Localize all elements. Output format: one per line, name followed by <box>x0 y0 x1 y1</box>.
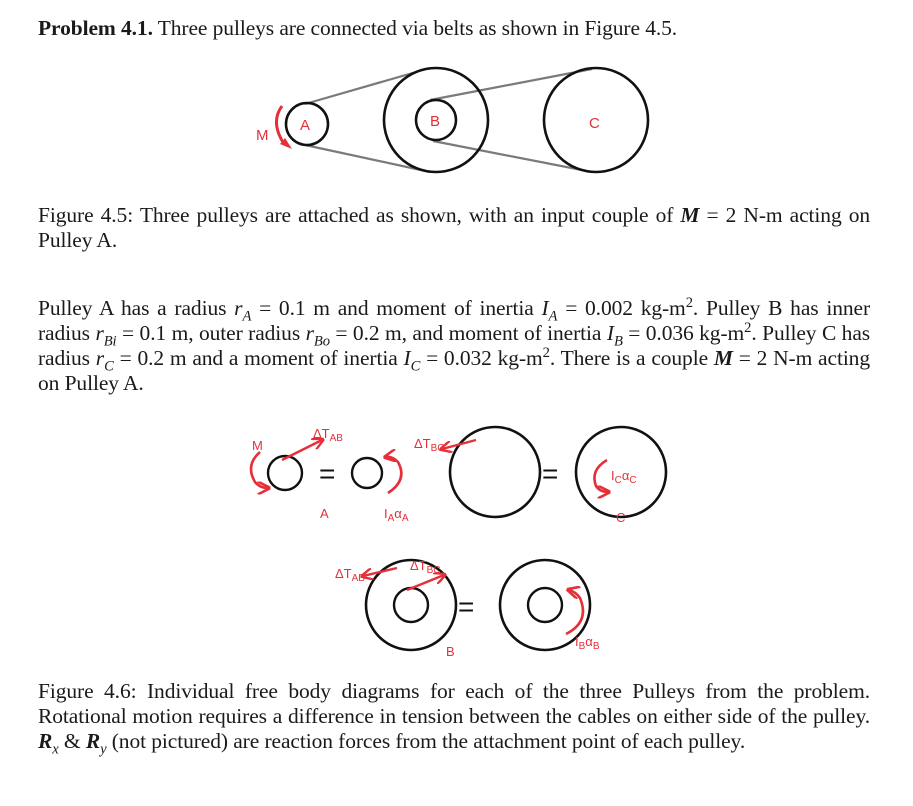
fbd-b-tension-ab-label: $\Delta T_{AB}$ <box>335 566 365 584</box>
moment-arrow-icon <box>251 452 268 488</box>
tension-bc-arrow-icon <box>407 575 444 590</box>
fbd-a-name-label: A <box>320 506 329 521</box>
pulley-a-label: A <box>300 117 311 134</box>
inertia-c-arrow-icon <box>594 460 608 492</box>
fbd-a-equals: = <box>319 458 336 489</box>
fbd-b-outer-left <box>366 560 456 650</box>
tension-bc-arrow-icon <box>442 440 476 449</box>
belt-lines <box>305 68 592 172</box>
figure-4-5-caption: Figure 4.5: Three pulleys are attached as shown, with an input couple of M = 2 N-m acting on Pulley A. <box>38 203 870 252</box>
figure-4-6-free-body-diagrams <box>230 410 700 660</box>
fbd-b-name-label: B <box>446 644 455 659</box>
inertia-b-arrow-icon <box>566 590 583 634</box>
moment-arrow-icon <box>276 106 284 144</box>
fbd-c-circle-left <box>450 427 540 517</box>
tension-ab-arrow-icon <box>282 440 322 460</box>
fbd-c-inertia-label: $I_C\alpha_C$ <box>611 468 637 486</box>
moment-m-label: M <box>256 127 269 144</box>
fbd-b-equals: = <box>458 591 475 622</box>
figure-4-5-pulley-system <box>230 60 680 190</box>
problem-body-paragraph: Pulley A has a radius $r_A = 0.1$ m and moment of inertia $I_A = 0.002$ $kg-m^2$. Pulley B has inner radius $r_{Bi} = 0.1$ m, outer radius $r_{Bo} = 0.2$ m, and moment of inertia $I_B = 0.036$ $kg-m^2$. Pulley C has radius $r_C = 0.2$ m and a moment of inertia $I_C = 0.032$ $kg-m^2$. There is a couple M = 2 N-m acting on Pulley A. <box>38 294 871 395</box>
fbd-pulley-c <box>414 427 666 525</box>
problem-statement <box>38 16 870 41</box>
fbd-b-inner-right <box>528 588 562 622</box>
problem-label: Problem 4.1. <box>38 16 153 40</box>
pulley-b-label: B <box>430 113 441 130</box>
fbd-pulley-a <box>251 426 409 524</box>
inertia-a-arrow-icon <box>386 457 401 493</box>
caption-label: Figure 4.5: <box>38 203 134 227</box>
fbd-a-tension-label: $\Delta T_{AB}$ <box>313 426 343 444</box>
fbd-b-tension-bc-label: $\Delta T_{BC}$ <box>410 558 441 576</box>
pulley-c-label: C <box>589 115 600 132</box>
fbd-c-tension-label: $\Delta T_{BC}$ <box>414 436 445 454</box>
fbd-c-name-label: C <box>616 510 626 525</box>
fbd-b-inner-left <box>394 588 428 622</box>
fbd-c-equals: = <box>542 458 559 489</box>
fbd-pulley-b <box>335 558 600 659</box>
caption-label: Figure 4.6: <box>38 679 137 703</box>
figure-4-6-caption: Figure 4.6: Individual free body diagrams for each of the three Pulleys from the problem. Rotational motion requires a difference in tension between the cables on either side of the pulley. $R_x$ & $R_y$ (not pictured) are reaction forces from the attachment point of each pulley. <box>38 679 870 758</box>
fbd-a-circle-right <box>352 458 382 488</box>
fbd-a-circle-left <box>268 456 302 490</box>
fbd-a-inertia-label: $I_A\alpha_A$ <box>384 506 409 524</box>
fbd-b-inertia-label: $I_B\alpha_B$ <box>575 634 600 652</box>
tension-ab-arrow-icon <box>363 568 397 576</box>
problem-text: Three pulleys are connected via belts as shown in Figure 4.5. <box>157 16 678 40</box>
fbd-a-moment-label: M <box>252 438 263 453</box>
